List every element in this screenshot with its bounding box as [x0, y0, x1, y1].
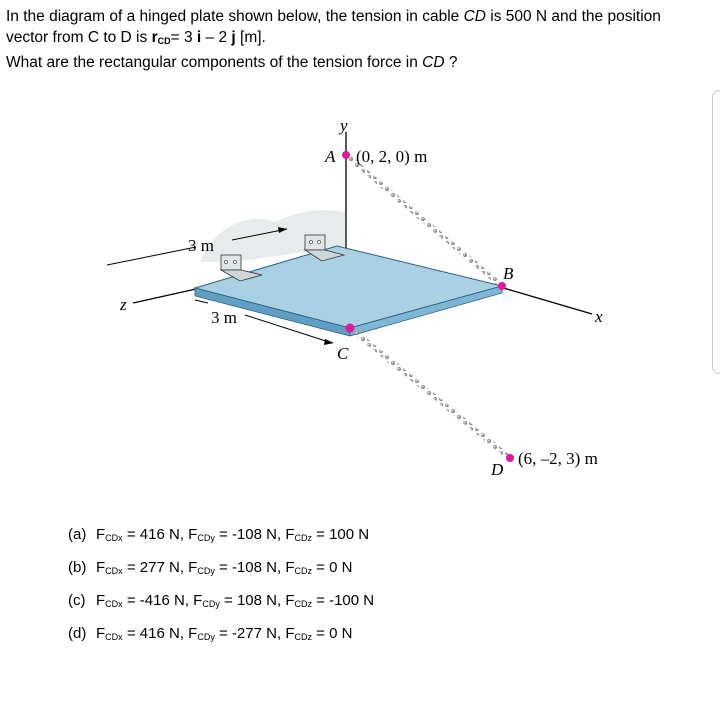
x-axis: [500, 287, 592, 314]
point-d-marker: [506, 454, 514, 462]
question-line-1: In the diagram of a hinged plate shown below, the tension in cable CD is 500 N and the position: [6, 8, 661, 25]
option-d[interactable]: (d) $F_{CDx} = 416$ N, $F_{CDy} = -277$ N, $F_{CDz} = 0$ N: [68, 625, 353, 642]
dim-top-label: 3 m: [188, 236, 214, 255]
z-axis-label: z: [120, 295, 127, 314]
z-axis: [133, 289, 196, 303]
question-line-2: vector from C to D is $r_{CD}= 3$ i – 2 j [m].: [6, 29, 266, 46]
point-c-label: C: [337, 344, 349, 363]
dim-top-line: [107, 247, 196, 265]
point-a-marker: [342, 151, 350, 159]
point-d-label: D: [491, 460, 504, 479]
point-b-label: B: [503, 264, 514, 283]
point-c-marker: [346, 324, 355, 333]
x-axis-label: x: [595, 307, 603, 326]
point-d-coord: (6, –2, 3) m: [518, 449, 598, 468]
cable-cd: [350, 328, 510, 458]
point-a-coord: (0, 2, 0) m: [356, 147, 428, 166]
option-b[interactable]: (b) $F_{CDx} = 277$ N, $F_{CDy} = -108$ N, $F_{CDz} = 0$ N: [68, 559, 353, 576]
point-a-label: A: [325, 147, 336, 166]
point-b-marker: [498, 282, 506, 290]
option-c[interactable]: (c) $F_{CDx} = -416$ N, $F_{CDy} = 108$ N, $F_{CDz} = -100$ N: [68, 592, 375, 609]
question-line-3: What are the rectangular components of the tension force in CD ?: [6, 54, 458, 71]
option-a[interactable]: (a) $F_{CDx} = 416$ N, $F_{CDy} = -108$ N, $F_{CDz} = 100$ N: [68, 526, 370, 543]
dim-side-label: 3 m: [211, 308, 237, 327]
answer-options: [68, 524, 374, 656]
dim-side-arrow: [324, 339, 334, 345]
dim-side-line: [195, 300, 208, 303]
y-axis-label: y: [340, 116, 348, 135]
